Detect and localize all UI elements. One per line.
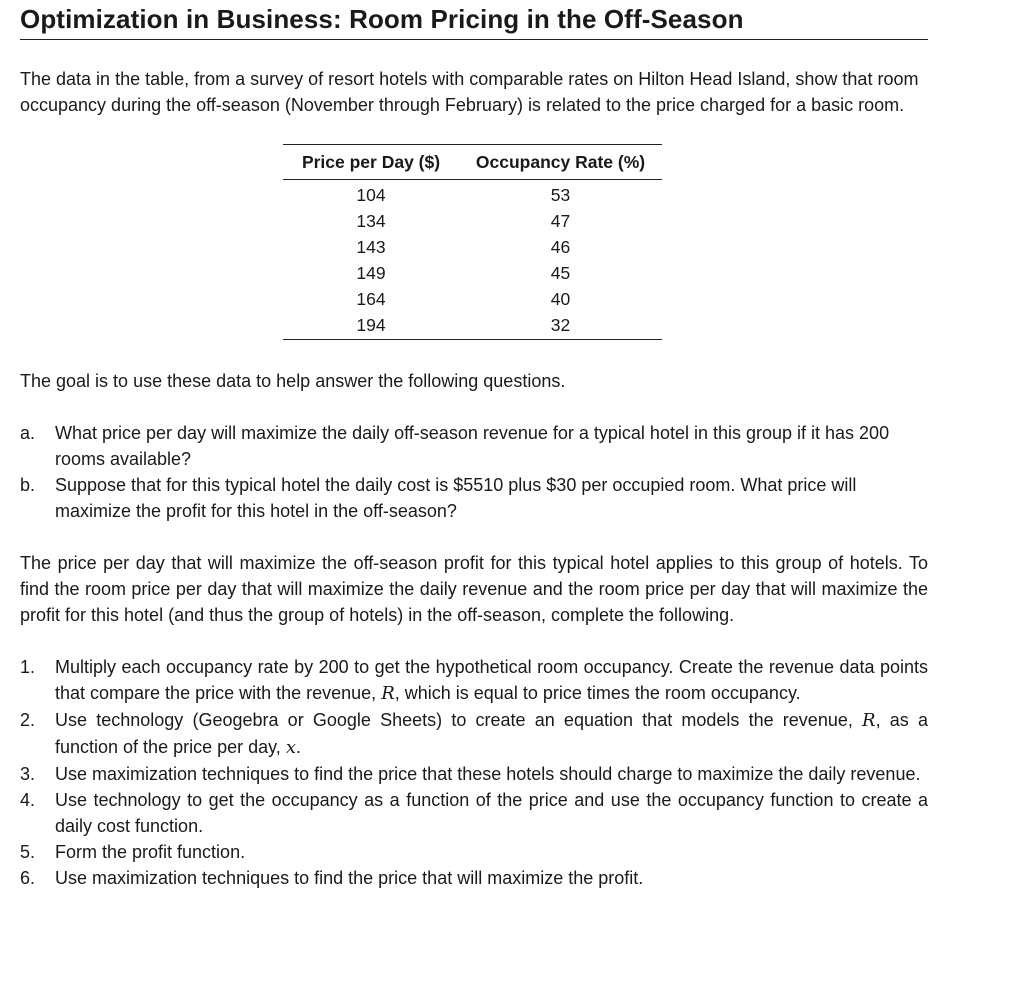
intro-paragraph: The data in the table, from a survey of resort hotels with comparable rates on Hilton Head Island, show that room occupancy during the off-season (November through February) is related to the price charged for a basic room. bbox=[20, 69, 919, 115]
step-text: Use technology to get the occupancy as a function of the price and use the occupancy function to create a daily cost function. bbox=[55, 790, 928, 836]
goal-sentence: The goal is to use these data to help answer the following questions. bbox=[20, 371, 566, 391]
occupancy-cell: 46 bbox=[550, 237, 571, 257]
step-item bbox=[20, 787, 928, 839]
step-text: Use maximization techniques to find the price that these hotels should charge to maximize the daily revenue. bbox=[55, 764, 921, 784]
step-text: Use technology (Geogebra or Google Sheets) to create an equation that models the revenue, bbox=[55, 710, 863, 730]
column-header-occupancy: Occupancy Rate (%) bbox=[459, 145, 662, 180]
table-row bbox=[283, 286, 662, 312]
step-marker: 5. bbox=[20, 842, 36, 862]
step-text: Multiply each occupancy rate by 200 to get the hypothetical room occupancy. Create the revenue data points that compare the price with the revenue, bbox=[55, 657, 928, 703]
table-row bbox=[283, 180, 662, 209]
price-cell: 134 bbox=[356, 211, 386, 231]
price-cell: 149 bbox=[356, 263, 386, 283]
occupancy-cell: 45 bbox=[550, 263, 571, 283]
math-variable: R bbox=[381, 683, 395, 704]
table-row bbox=[283, 234, 662, 260]
math-variable: x bbox=[285, 737, 296, 758]
page-title: Optimization in Business: Room Pricing in the Off-Season bbox=[20, 4, 928, 40]
question-marker: a. bbox=[20, 423, 36, 443]
step-item bbox=[20, 654, 928, 707]
step-item bbox=[20, 761, 928, 787]
question-item bbox=[20, 472, 928, 524]
step-marker: 3. bbox=[20, 764, 36, 784]
table-row bbox=[283, 260, 662, 286]
step-text: Form the profit function. bbox=[55, 842, 246, 862]
step-marker: 6. bbox=[20, 868, 36, 888]
step-marker: 4. bbox=[20, 790, 36, 810]
step-text: , as a function of the price per day, bbox=[55, 710, 929, 757]
price-occupancy-table bbox=[283, 144, 662, 340]
step-text: . bbox=[295, 737, 301, 757]
question-marker: b. bbox=[20, 475, 36, 495]
question-text: What price per day will maximize the daily off-season revenue for a typical hotel in this group if it has 200 rooms available? bbox=[55, 423, 890, 469]
table-body bbox=[283, 180, 662, 340]
question-item bbox=[20, 420, 928, 472]
instructions-paragraph: The price per day that will maximize the off-season profit for this typical hotel applies to this group of hotels. To find the room price per day that will maximize the daily revenue and the room price per day that will maximize the profit for this hotel (and thus the group of hotels) in the off-season, complete the following. bbox=[20, 553, 928, 625]
occupancy-cell: 47 bbox=[550, 211, 571, 231]
question-text: Suppose that for this typical hotel the daily cost is $5510 plus $30 per occupied room. What price will maximize the profit for this hotel in the off-season? bbox=[55, 475, 857, 521]
table-row bbox=[283, 208, 662, 234]
steps-list bbox=[20, 654, 928, 891]
price-cell: 194 bbox=[283, 312, 459, 340]
price-cell: 104 bbox=[356, 185, 386, 205]
step-text: , which is equal to price times the room occupancy. bbox=[394, 683, 801, 703]
step-item bbox=[20, 707, 928, 761]
table-header-row bbox=[283, 145, 662, 180]
occupancy-cell: 53 bbox=[550, 185, 571, 205]
document-page bbox=[20, 0, 928, 891]
step-item bbox=[20, 839, 928, 865]
step-item bbox=[20, 865, 928, 891]
questions-list bbox=[20, 420, 928, 524]
occupancy-cell: 40 bbox=[550, 289, 571, 309]
step-marker: 2. bbox=[20, 710, 36, 730]
price-cell: 164 bbox=[356, 289, 386, 309]
step-text: Use maximization techniques to find the price that will maximize the profit. bbox=[55, 868, 644, 888]
price-cell: 143 bbox=[356, 237, 386, 257]
column-header-price: Price per Day ($) bbox=[283, 145, 459, 180]
math-variable: R bbox=[862, 710, 876, 731]
data-table-wrapper bbox=[283, 144, 662, 340]
step-marker: 1. bbox=[20, 657, 36, 677]
table-row bbox=[283, 312, 662, 340]
occupancy-cell: 32 bbox=[459, 312, 662, 340]
